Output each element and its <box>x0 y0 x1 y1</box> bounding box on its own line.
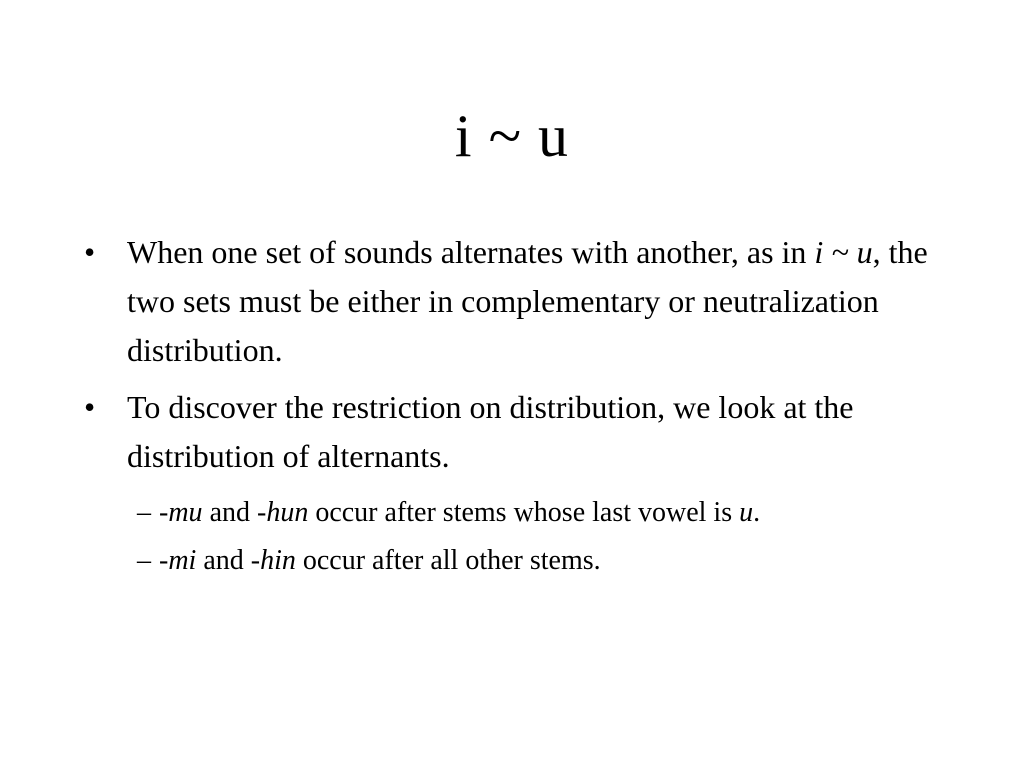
bullet-list <box>78 228 958 585</box>
bullet-item <box>78 228 958 375</box>
sub-bullet-list <box>127 489 958 585</box>
slide-title: i ~ u <box>454 103 570 169</box>
sub-bullet-item <box>127 489 958 537</box>
sub-bullet-marker: – <box>137 545 151 576</box>
sub-bullet-text: -mi and -hin occur after all other stems. <box>159 545 601 576</box>
bullet-text: When one set of sounds alternates with another, as in i ~ u, the two sets must be either in complementary or neutralization distribution. <box>127 234 928 368</box>
bullet-marker: • <box>84 234 96 270</box>
sub-bullet-text: -mu and -hun occur after stems whose last vowel is u. <box>159 497 761 528</box>
bullet-item <box>78 383 958 481</box>
sub-bullet-item <box>127 537 958 585</box>
bullet-marker: • <box>84 389 96 425</box>
sub-bullet-marker: – <box>137 497 151 528</box>
bullet-text: To discover the restriction on distribution, we look at the distribution of alternants. <box>127 389 854 474</box>
